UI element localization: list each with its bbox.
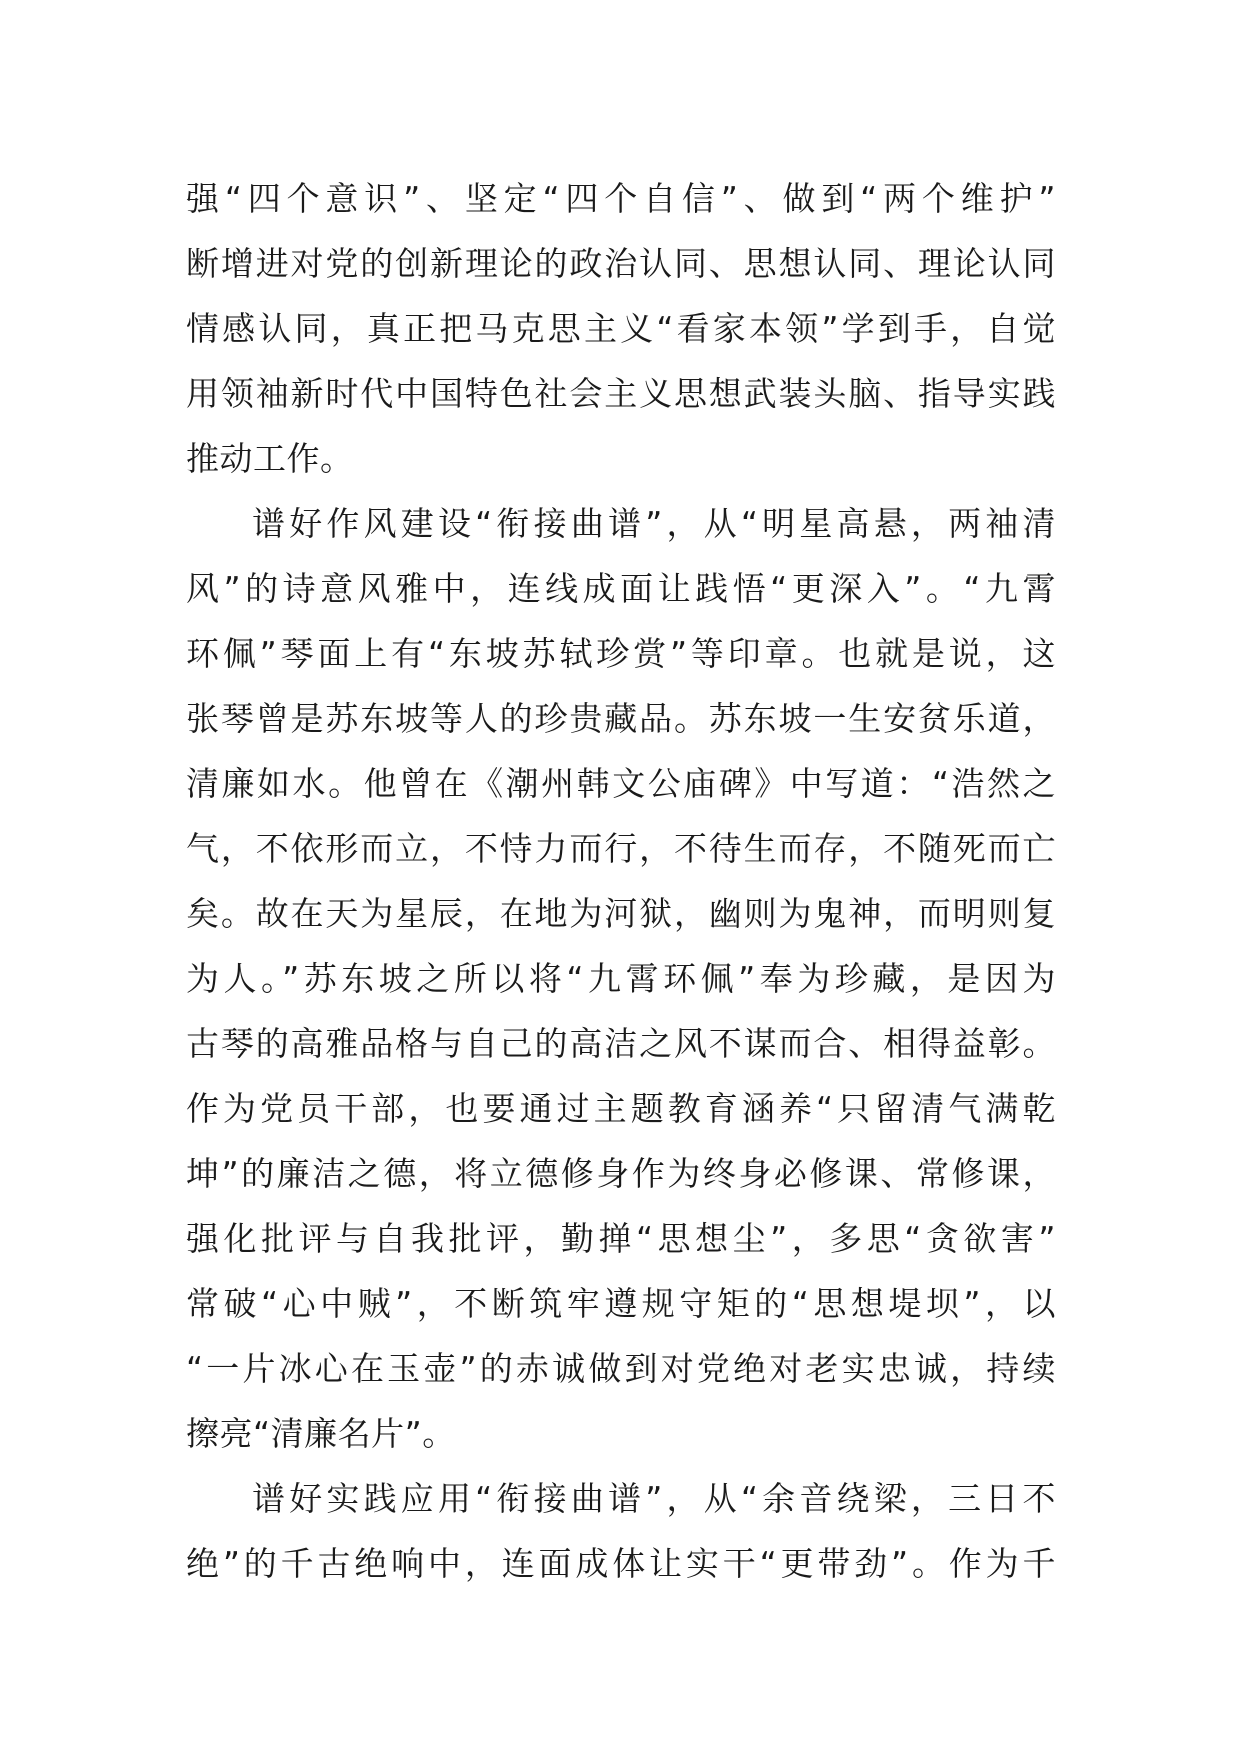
text-line: 常破“心中贼”，不断筑牢遵规守矩的“思想堤坝”，以 <box>186 1284 1056 1323</box>
text-line: “一片冰心在玉壶”的赤诚做到对党绝对老实忠诚，持续 <box>186 1349 1056 1388</box>
text-line: 强“四个意识”、坚定“四个自信”、做到“两个维护” <box>186 179 1056 218</box>
text-line: 气，不依形而立，不恃力而行，不待生而存，不随死而亡 <box>186 829 1056 868</box>
paragraph-start-line: 谱好作风建设“衔接曲谱”，从“明星高悬，两袖清 <box>252 504 1056 543</box>
document-body <box>186 166 1056 1596</box>
text-line: 清廉如水。他曾在《潮州韩文公庙碑》中写道：“浩然之 <box>186 764 1056 803</box>
text-line: 断增进对党的创新理论的政治认同、思想认同、理论认同 <box>186 244 1056 283</box>
text-line: 作为党员干部，也要通过主题教育涵养“只留清气满乾 <box>186 1089 1056 1128</box>
text-line: 强化批评与自我批评，勤掸“思想尘”，多思“贪欲害” <box>186 1219 1056 1258</box>
text-line: 风”的诗意风雅中，连线成面让践悟“更深入”。“九霄 <box>186 569 1056 608</box>
text-line: 推动工作。 <box>186 439 354 478</box>
text-line: 矣。故在天为星辰，在地为河狱，幽则为鬼神，而明则复 <box>186 894 1056 933</box>
paragraph-start-line: 谱好实践应用“衔接曲谱”，从“余音绕梁，三日不 <box>252 1479 1056 1518</box>
text-line: 环佩”琴面上有“东坡苏轼珍赏”等印章。也就是说，这 <box>186 634 1056 673</box>
text-line: 坤”的廉洁之德，将立德修身作为终身必修课、常修课， <box>186 1154 1056 1193</box>
text-line: 张琴曾是苏东坡等人的珍贵藏品。苏东坡一生安贫乐道， <box>186 699 1056 738</box>
text-line: 为人。”苏东坡之所以将“九霄环佩”奉为珍藏，是因为 <box>186 959 1056 998</box>
text-line: 用领袖新时代中国特色社会主义思想武装头脑、指导实践 <box>186 374 1056 413</box>
text-line: 擦亮“清廉名片”。 <box>186 1414 456 1453</box>
text-line: 古琴的高雅品格与自己的高洁之风不谋而合、相得益彰。 <box>186 1024 1056 1063</box>
text-line: 绝”的千古绝响中，连面成体让实干“更带劲”。作为千 <box>186 1544 1056 1583</box>
text-line: 情感认同，真正把马克思主义“看家本领”学到手，自觉 <box>186 309 1056 348</box>
